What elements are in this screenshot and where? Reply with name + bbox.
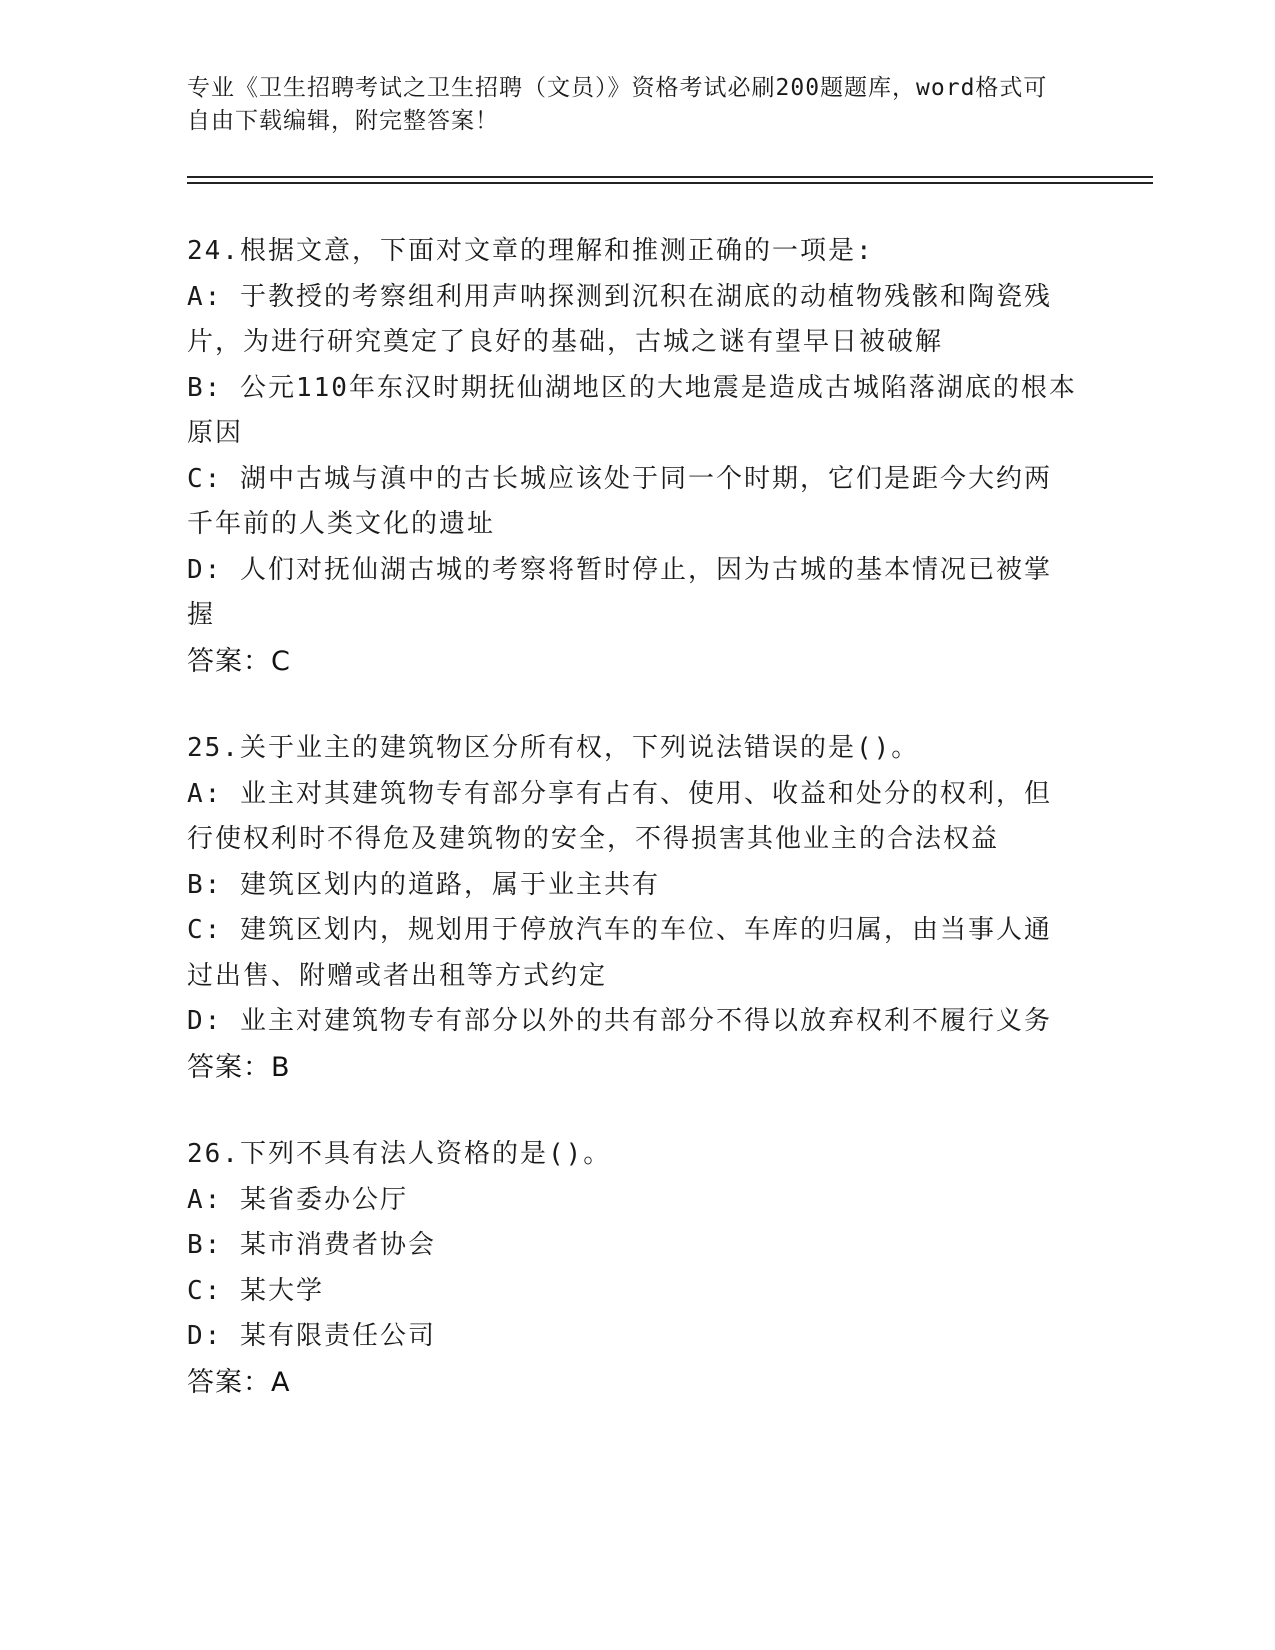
document-header: 专业《卫生招聘考试之卫生招聘（文员）》资格考试必刷200题题库，word格式可自由下载编辑，附完整答案！ [187, 75, 1048, 134]
option-c: C: 湖中古城与滇中的古长城应该处于同一个时期，它们是距今大约两千年前的人类文化的遗址 [187, 463, 1052, 539]
option-c: C: 某大学 [187, 1275, 324, 1306]
option-d: D: 业主对建筑物专有部分以外的共有部分不得以放弃权利不履行义务 [187, 1006, 1052, 1036]
question-24 [187, 229, 1077, 684]
question-list [187, 229, 1077, 1447]
answer-label: 答案：A [187, 1366, 291, 1398]
question-26 [187, 1132, 1077, 1405]
option-d: D: 某有限责任公司 [187, 1321, 436, 1351]
option-a: A: 于教授的考察组利用声呐探测到沉积在湖底的动植物残骸和陶瓷残片，为进行研究奠定了良好的基础，古城之谜有望早日被破解 [187, 281, 1052, 357]
option-a: A: 业主对其建筑物专有部分享有占有、使用、收益和处分的权利，但行使权利时不得危及建筑物的安全，不得损害其他业主的合法权益 [187, 778, 1052, 854]
option-c: C: 建筑区划内，规划用于停放汽车的车位、车库的归属，由当事人通过出售、附赠或者出租等方式约定 [187, 915, 1052, 991]
question-25 [187, 726, 1077, 1090]
answer-label: 答案：C [187, 645, 291, 677]
option-b: B: 建筑区划内的道路，属于业主共有 [187, 869, 660, 900]
option-b: B: 某市消费者协会 [187, 1230, 436, 1260]
option-d: D: 人们对抚仙湖古城的考察将暂时停止，因为古城的基本情况已被掌握 [187, 554, 1052, 630]
header-divider-top [187, 176, 1153, 178]
header-divider-bottom [187, 182, 1153, 184]
question-stem: 24.根据文意，下面对文章的理解和推测正确的一项是: [187, 236, 874, 266]
option-a: A: 某省委办公厅 [187, 1184, 408, 1215]
question-stem: 25.关于业主的建筑物区分所有权，下列说法错误的是()。 [187, 733, 920, 763]
answer-label: 答案：B [187, 1051, 291, 1083]
question-stem: 26.下列不具有法人资格的是()。 [187, 1139, 612, 1169]
option-b: B: 公元110年东汉时期抚仙湖地区的大地震是造成古城陷落湖底的根本原因 [187, 372, 1077, 448]
